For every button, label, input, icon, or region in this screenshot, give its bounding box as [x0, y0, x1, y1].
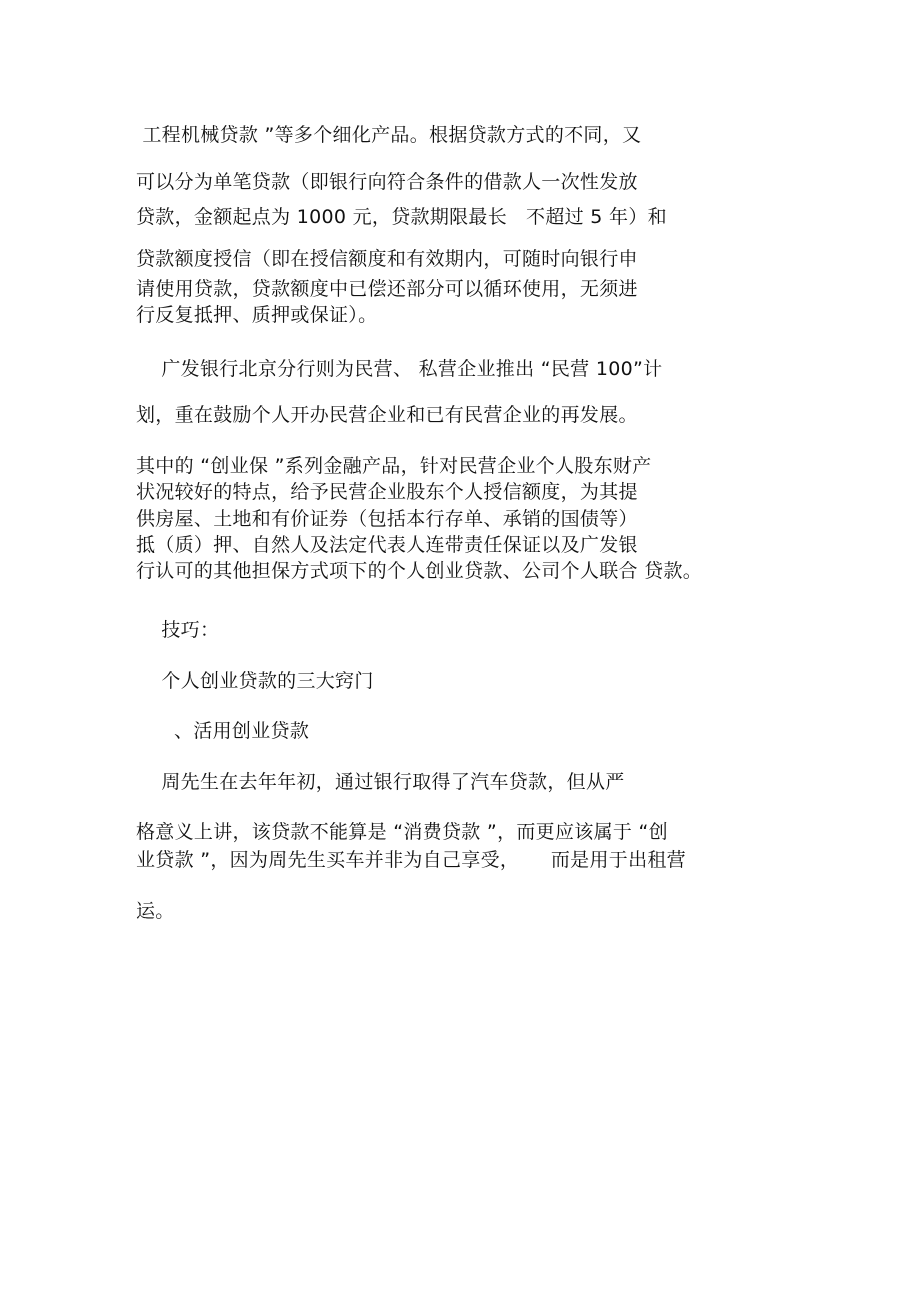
text-line: 抵（质）押、自然人及法定代表人连带责任保证以及广发银 [136, 534, 638, 556]
text-line: 请使用贷款，贷款额度中已偿还部分可以循环使用，无须进 [136, 278, 638, 300]
text-line: 供房屋、土地和有价证券（包括本行存单、承销的国债等） [136, 508, 638, 530]
text-line: 行认可的其他担保方式项下的个人创业贷款、公司个人联合 贷款。 [136, 560, 703, 582]
text-line: 广发银行北京分行则为民营、 私营企业推出 “民营 100”计 [136, 358, 663, 380]
text-line: 状况较好的特点，给予民营企业股东个人授信额度，为其提 [136, 481, 638, 503]
text-line: 贷款，金额起点为 1000 元，贷款期限最长 不超过 5 年）和 [136, 206, 667, 228]
text-line: 运。 [136, 900, 175, 922]
text-line: 、活用创业贷款 [136, 720, 310, 742]
text-line: 划，重在鼓励个人开办民营企业和已有民营企业的再发展。 [136, 404, 638, 426]
text-line: 行反复抵押、质押或保证）。 [136, 304, 378, 326]
text-line: 格意义上讲，该贷款不能算是 “消费贷款 ”，而更应该属于 “创 [136, 821, 668, 843]
text-line: 个人创业贷款的三大窍门 [136, 670, 374, 692]
text-line: 可以分为单笔贷款（即银行向符合条件的借款人一次性发放 [136, 171, 638, 193]
text-line: 技巧： [136, 619, 220, 641]
text-line: 业贷款 ”，因为周先生买车并非为自己享受， 而是用于出租营 [136, 849, 686, 871]
text-line: 周先生在去年年初，通过银行取得了汽车贷款，但从严 [136, 771, 625, 793]
text-line: 贷款额度授信（即在授信额度和有效期内，可随时向银行申 [136, 248, 638, 270]
text-line: 工程机械贷款 ”等多个细化产品。根据贷款方式的不同，又 [136, 124, 642, 146]
text-line: 其中的 “创业保 ”系列金融产品，针对民营企业个人股东财产 [136, 455, 652, 477]
